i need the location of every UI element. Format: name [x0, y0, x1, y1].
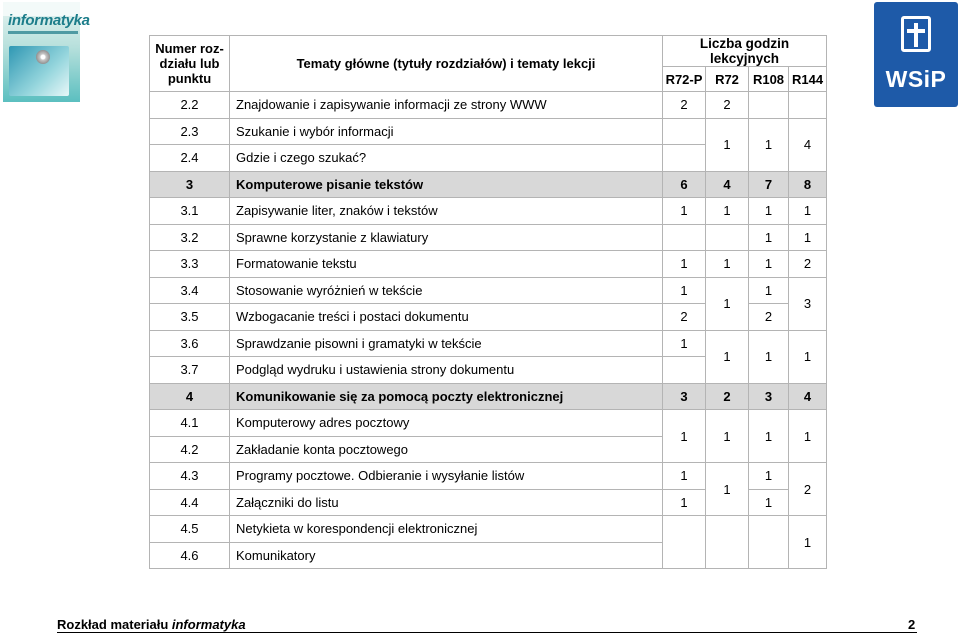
section-number: 4.1 [150, 410, 230, 437]
section-number: 4.4 [150, 489, 230, 516]
hours-cell: 2 [789, 463, 827, 516]
hours-cell: 1 [749, 330, 789, 383]
section-title: Komputerowe pisanie tekstów [230, 171, 663, 198]
hours-cell [749, 516, 789, 569]
hours-cell: 2 [706, 92, 749, 119]
section-number: 4 [150, 383, 230, 410]
hours-cell: 1 [706, 410, 749, 463]
hours-cell: 3 [749, 383, 789, 410]
section-number: 3.6 [150, 330, 230, 357]
hours-cell: 8 [789, 171, 827, 198]
section-number: 3 [150, 171, 230, 198]
table-row [150, 198, 827, 225]
section-number: 2.4 [150, 145, 230, 172]
hours-cell: 2 [706, 383, 749, 410]
hours-cell: 1 [749, 410, 789, 463]
section-title: Komunikowanie się za pomocą poczty elektronicznej [230, 383, 663, 410]
book-emblem-icon [901, 16, 931, 52]
topic-title: Netykieta w korespondencji elektronicznej [230, 516, 663, 543]
hours-cell: 1 [706, 251, 749, 278]
hours-cell: 1 [749, 463, 789, 490]
section-row [150, 171, 827, 198]
section-number: 4.6 [150, 542, 230, 569]
table-row [150, 277, 827, 304]
hours-cell: 1 [663, 410, 706, 463]
table-row [150, 251, 827, 278]
footer-rule [57, 632, 917, 633]
section-number: 2.2 [150, 92, 230, 119]
hours-cell: 1 [663, 463, 706, 490]
topic-title: Formatowanie tekstu [230, 251, 663, 278]
hours-cell: 1 [663, 330, 706, 357]
header-plan: R72 [706, 67, 749, 92]
hours-cell: 2 [789, 251, 827, 278]
hours-cell: 1 [749, 277, 789, 304]
hours-cell: 7 [749, 171, 789, 198]
syllabus-table [149, 35, 827, 569]
topic-title: Sprawdzanie pisowni i gramatyki w tekście [230, 330, 663, 357]
book-title: informatyka [8, 12, 90, 29]
section-number: 3.1 [150, 198, 230, 225]
header-section-number: Numer roz-działu lub punktu [150, 36, 230, 92]
table-row [150, 410, 827, 437]
table-row [150, 92, 827, 119]
page-number: 2 [908, 617, 916, 632]
section-number: 4.5 [150, 516, 230, 543]
publisher-logo [874, 2, 958, 107]
hours-cell: 1 [663, 198, 706, 225]
hours-cell: 1 [706, 463, 749, 516]
publisher-name: WSiP [885, 66, 947, 92]
hours-cell: 1 [663, 489, 706, 516]
hours-cell: 2 [663, 92, 706, 119]
table-row [150, 224, 827, 251]
footer-book-title: informatyka [171, 617, 246, 632]
table-row [150, 463, 827, 490]
table-row [150, 516, 827, 543]
hours-cell [749, 92, 789, 119]
hours-cell: 1 [706, 198, 749, 225]
section-number: 3.4 [150, 277, 230, 304]
hours-cell [663, 357, 706, 384]
header-lesson-hours: Liczba godzin lekcyjnych [663, 36, 827, 67]
topic-title: Zakładanie konta pocztowego [230, 436, 663, 463]
hours-cell [789, 92, 827, 119]
hours-cell [663, 516, 706, 569]
hours-cell: 3 [663, 383, 706, 410]
header-plan: R144 [789, 67, 827, 92]
hours-cell: 4 [706, 171, 749, 198]
section-number: 3.7 [150, 357, 230, 384]
topic-title: Komputerowy adres pocztowy [230, 410, 663, 437]
section-number: 4.2 [150, 436, 230, 463]
hours-cell [663, 118, 706, 145]
header-topics: Tematy główne (tytuły rozdziałów) i tematy lekcji [230, 36, 663, 92]
section-number: 4.3 [150, 463, 230, 490]
hours-cell [663, 224, 706, 251]
hours-cell: 1 [663, 277, 706, 304]
hours-cell: 4 [789, 383, 827, 410]
hours-cell [663, 145, 706, 172]
footer-label-text: Rozkład materiału [57, 617, 172, 632]
topic-title: Szukanie i wybór informacji [230, 118, 663, 145]
hours-cell: 1 [749, 489, 789, 516]
book-cover-image [3, 2, 90, 102]
footer-label [57, 617, 246, 632]
hours-cell: 1 [749, 118, 789, 171]
hours-cell: 1 [789, 330, 827, 383]
hours-cell: 6 [663, 171, 706, 198]
topic-title: Wzbogacanie treści i postaci dokumentu [230, 304, 663, 331]
hours-cell: 2 [663, 304, 706, 331]
topic-title: Stosowanie wyróżnień w tekście [230, 277, 663, 304]
topic-title: Gdzie i czego szukać? [230, 145, 663, 172]
topic-title: Komunikatory [230, 542, 663, 569]
hours-cell: 3 [789, 277, 827, 330]
cover-subtitle-bar [8, 31, 78, 34]
section-number: 2.3 [150, 118, 230, 145]
hours-cell: 1 [789, 224, 827, 251]
hours-cell: 1 [789, 410, 827, 463]
header-plan: R72-P [663, 67, 706, 92]
section-number: 3.5 [150, 304, 230, 331]
topic-title: Podgląd wydruku i ustawienia strony dokumentu [230, 357, 663, 384]
hours-cell: 1 [749, 224, 789, 251]
table-row [150, 330, 827, 357]
hours-cell: 1 [706, 118, 749, 171]
cd-disc-icon [36, 50, 50, 64]
hours-cell [706, 516, 749, 569]
topic-title: Zapisywanie liter, znaków i tekstów [230, 198, 663, 225]
hours-cell [706, 224, 749, 251]
hours-cell: 4 [789, 118, 827, 171]
topic-title: Programy pocztowe. Odbieranie i wysyłanie listów [230, 463, 663, 490]
section-row [150, 383, 827, 410]
topic-title: Sprawne korzystanie z klawiatury [230, 224, 663, 251]
hours-cell: 1 [663, 251, 706, 278]
table-header-row [150, 36, 827, 67]
topic-title: Załączniki do listu [230, 489, 663, 516]
hours-cell: 1 [706, 330, 749, 383]
hours-cell: 1 [749, 198, 789, 225]
section-number: 3.2 [150, 224, 230, 251]
hours-cell: 2 [749, 304, 789, 331]
table-row [150, 118, 827, 145]
header-plan: R108 [749, 67, 789, 92]
topic-title: Znajdowanie i zapisywanie informacji ze strony WWW [230, 92, 663, 119]
hours-cell: 1 [789, 516, 827, 569]
hours-cell: 1 [749, 251, 789, 278]
section-number: 3.3 [150, 251, 230, 278]
hours-cell: 1 [789, 198, 827, 225]
hours-cell: 1 [706, 277, 749, 330]
